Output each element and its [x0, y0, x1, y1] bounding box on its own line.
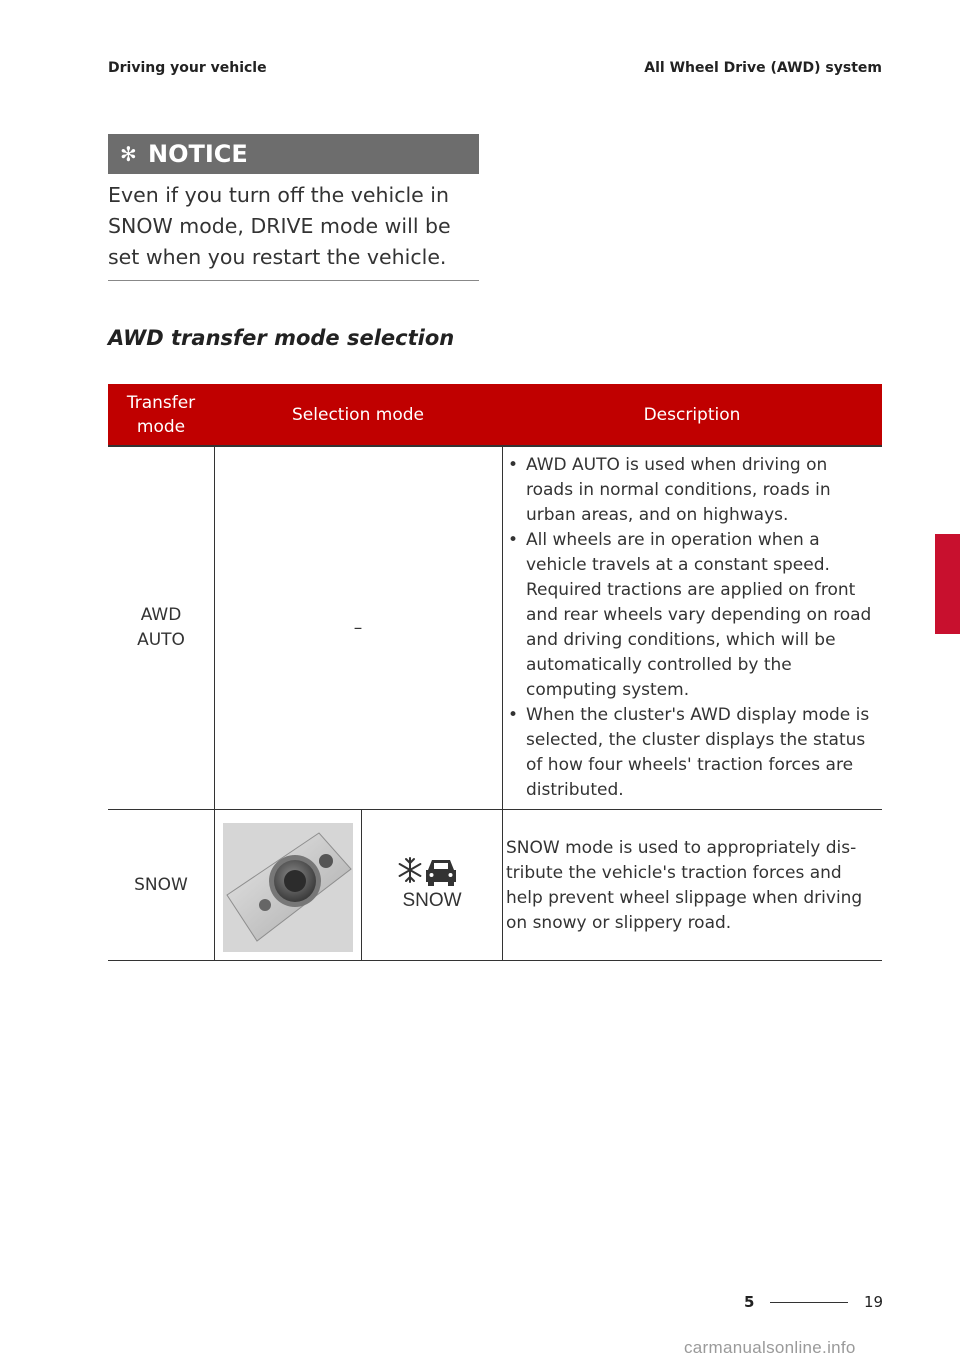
running-header-right: All Wheel Drive (AWD) system: [644, 60, 882, 76]
column-divider: [502, 446, 503, 961]
section-title: AWD transfer mode selection: [108, 326, 455, 350]
header-transfer-mode: Transfer mode: [126, 393, 196, 437]
notice-star-icon: ✻: [120, 142, 137, 166]
watermark: carmanualsonline.info: [684, 1338, 856, 1357]
cell-description-snow: SNOW mode is used to appropriately dis-tribute the vehicle's traction forces and help prevent wheel slippage when driving on snowy or slippery road.: [506, 838, 863, 933]
notice-divider: [108, 280, 479, 281]
snow-mode-indicator: [362, 854, 502, 914]
row-divider: [108, 809, 882, 810]
awd-auto-bullet-list: [506, 453, 876, 803]
header-selection-mode: Selection mode: [292, 405, 424, 425]
snowflake-car-icon: [362, 854, 502, 890]
table-bottom-rule: [108, 960, 882, 961]
running-header-left: Driving your vehicle: [108, 60, 267, 76]
notice-title: NOTICE: [148, 140, 248, 168]
chapter-side-number: 5: [939, 610, 952, 631]
notice-body: Even if you turn off the vehicle in SNOW mode, DRIVE mode will be set when you restart the vehicle.: [108, 183, 451, 269]
cell-transfer-awd-auto: AWD AUTO: [137, 605, 185, 650]
cell-description-awd-auto: [506, 453, 876, 803]
list-item: • All wheels are in operation when a vehicle travels at a constant speed. Required tractions are applied on front and rear wheels vary depending on road and driving conditions, which will be automatically controlled by the computing system.: [506, 528, 876, 703]
list-item: • When the cluster's AWD display mode is selected, the cluster displays the status of how four wheels' traction forces are distributed.: [506, 703, 876, 803]
footer-page-number: 19: [864, 1293, 884, 1311]
table-header-row: [108, 384, 882, 446]
header-description: Description: [643, 405, 741, 425]
drive-mode-knob-photo: [223, 823, 353, 952]
cell-selection-awd-auto: –: [353, 617, 363, 638]
footer-divider: [770, 1302, 848, 1303]
notice-banner: [108, 134, 479, 174]
cell-transfer-snow: SNOW: [134, 874, 188, 895]
list-item: • AWD AUTO is used when driving on roads in normal conditions, roads in urban areas, and on highways.: [506, 453, 876, 528]
column-divider: [214, 446, 215, 961]
footer-chapter-number: 5: [744, 1293, 755, 1311]
snow-icon-label: SNOW: [402, 890, 462, 911]
